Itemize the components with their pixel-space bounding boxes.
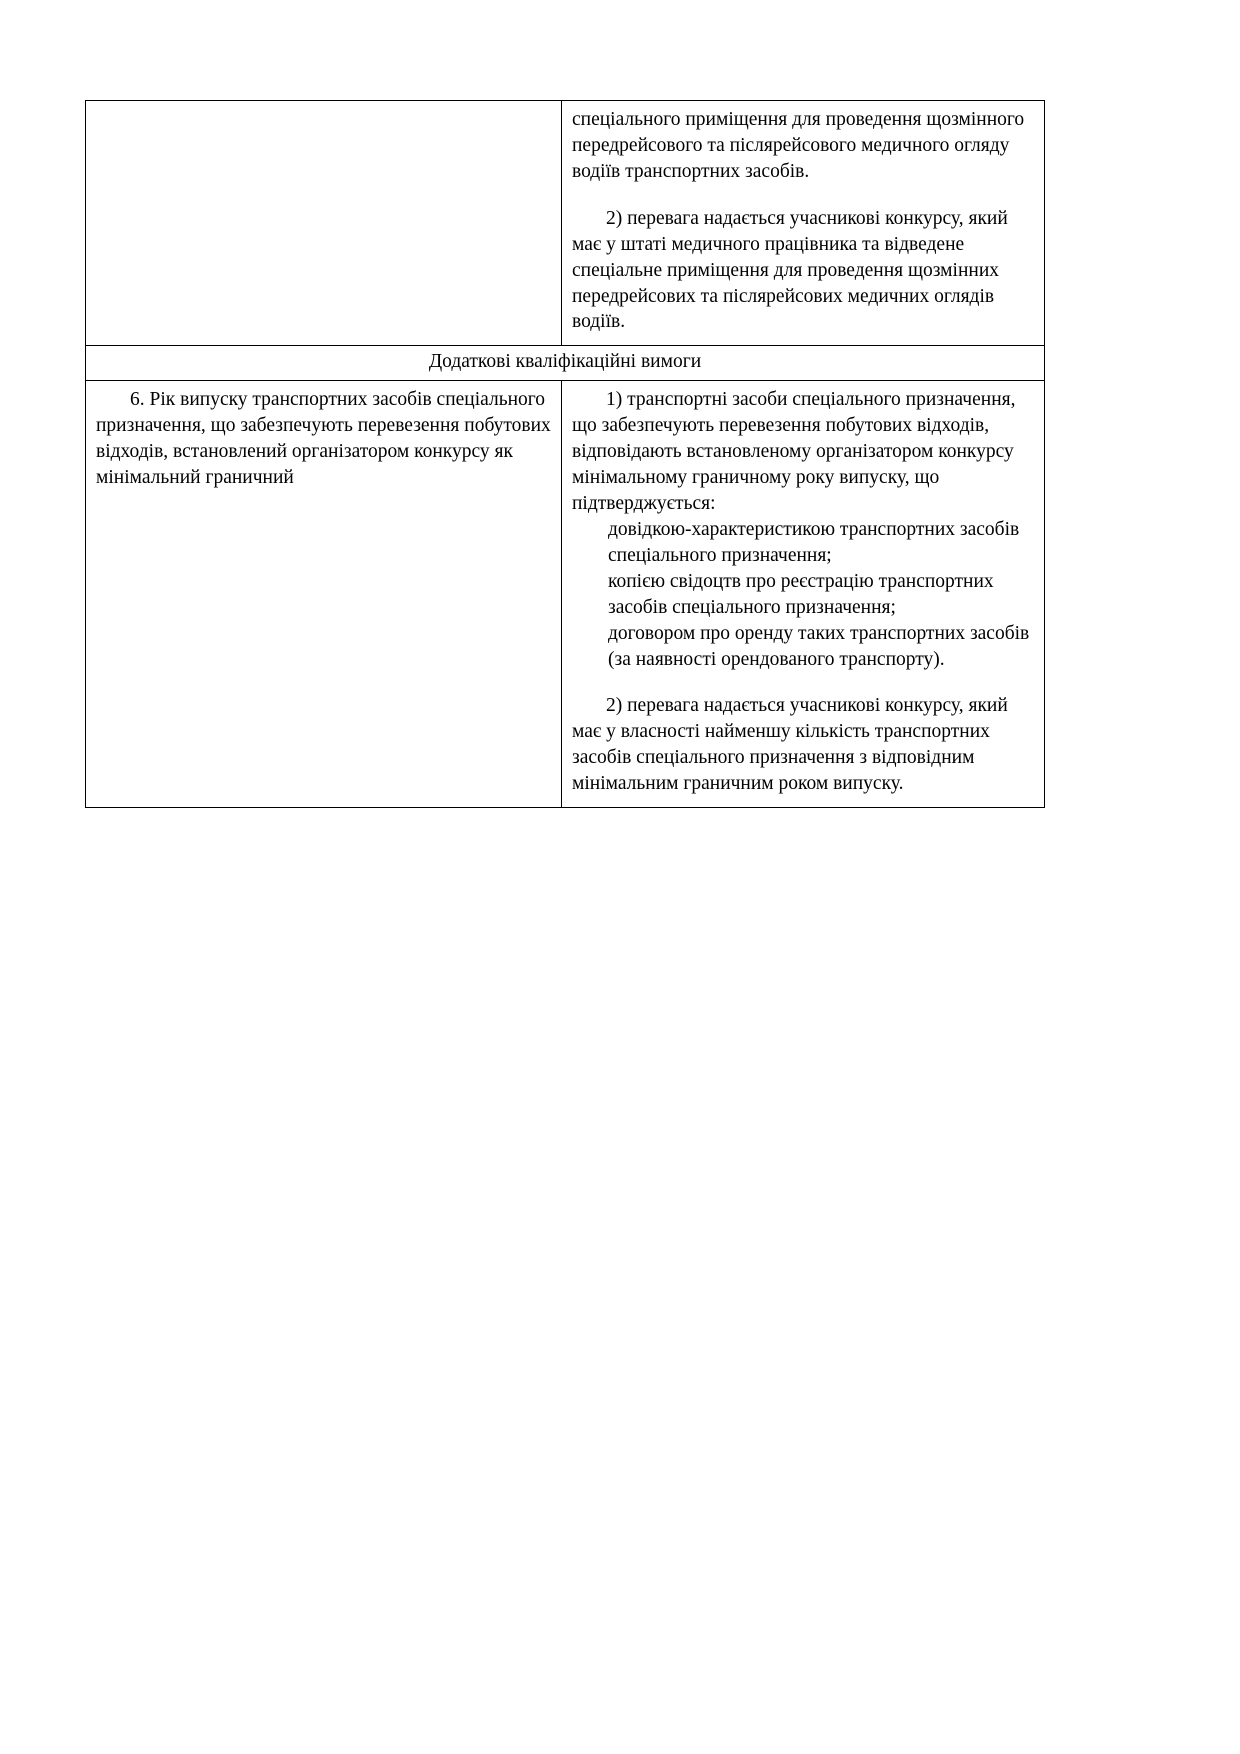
requirement-intro: 1) транспортні засоби спеціального призначення, що забезпечують перевезення побутових відходів, відповідають встановленому організатором конкурсу мінімальному граничному року випуску, що підтверджується: <box>572 389 1016 514</box>
table-row <box>86 381 1045 808</box>
requirement-sub-item-2: копією свідоцтв про реєстрацію транспортних засобів спеціального призначення; <box>608 570 994 618</box>
table-row <box>86 101 1045 346</box>
continuation-paragraph-1: спеціального приміщення для проведення щозмінного передрейсового та післярейсового медичного огляду водіїв транспортних засобів. <box>572 109 1025 182</box>
section-header-cell: Додаткові кваліфікаційні вимоги <box>86 346 1045 381</box>
requirement-left-cell <box>86 381 562 808</box>
requirement-advantage-note: 2) перевага надається учасникові конкурсу, який має у власності найменшу кількість транспортних засобів спеціального призначення з відповідним мінімальним граничним роком випуску. <box>572 695 1008 795</box>
section-header-row <box>86 346 1045 381</box>
continuation-right-cell <box>562 101 1045 346</box>
requirement-right-cell <box>562 381 1045 808</box>
continuation-paragraph-2: 2) перевага надається учасникові конкурсу, який має у штаті медичного працівника та відведене спеціальне приміщення для проведення щозмінних передрейсових та післярейсових медичних оглядів водіїв. <box>572 207 1008 333</box>
requirement-sub-item-1: довідкою-характеристикою транспортних засобів спеціального призначення; <box>608 518 1020 566</box>
qualification-requirements-table <box>85 100 1045 808</box>
empty-left-cell <box>86 101 562 346</box>
requirement-sub-item-3: договором про оренду таких транспортних засобів (за наявності орендованого транспорту). <box>608 622 1030 670</box>
requirement-description: 6. Рік випуску транспортних засобів спеціального призначення, що забезпечують перевезення побутових відходів, встановлений організатором конкурсу як мінімальний граничний <box>96 389 551 489</box>
